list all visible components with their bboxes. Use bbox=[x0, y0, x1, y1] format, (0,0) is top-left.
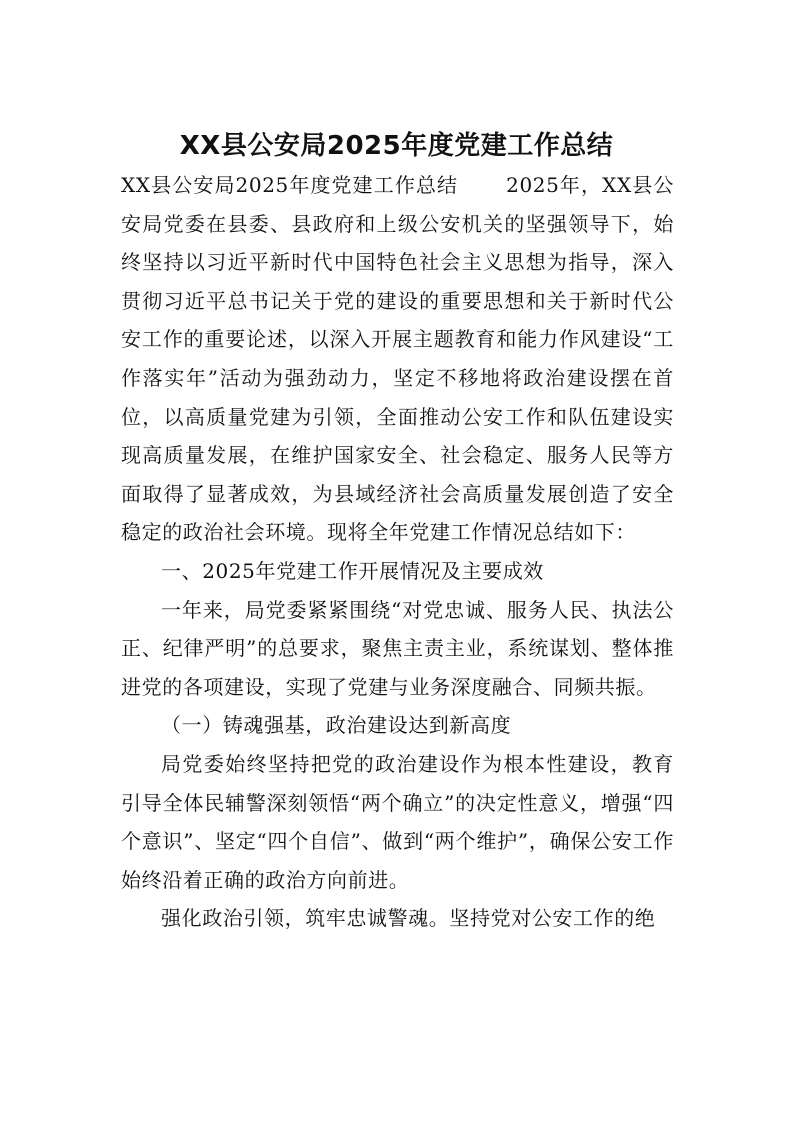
document-body bbox=[121, 166, 674, 938]
intro-paragraph bbox=[121, 166, 674, 552]
document-title: XX县公安局2025年度党建工作总结 bbox=[179, 131, 614, 161]
intro-title-repeat: XX县公安局2025年度党建工作总结 bbox=[121, 173, 459, 197]
subsection-1-point-1: 强化政治引领，筑牢忠诚警魂。坚持党对公安工作的绝 bbox=[161, 906, 656, 931]
section-heading-1: 一、2025年党建工作开展情况及主要成效 bbox=[161, 558, 544, 583]
subsection-heading-1: （一）铸魂强基，政治建设达到新高度 bbox=[161, 713, 512, 738]
intro-text: 2025年，XX县公安局党委在县委、县政府和上级公安机关的坚强领导下，始终坚持以习近平新时代中国特色社会主义思想为指导，深入贯彻习近平总书记关于党的建设的重要思想和关于新时代公安工作的重要论述，以深入开展主题教育和能力作风建设“工作落实年”活动为强劲动力，坚定不移地将政治建设摆在首位，以高质量党建为引领，全面推动公安工作和队伍建设实现高质量发展，在维护国家安全、社会稳定、服务人民等方面取得了显著成效，为县域经济社会高质量发展创造了安全稳定的政治社会环境。现将全年党建工作情况总结如下： bbox=[121, 173, 674, 545]
subsection-1-paragraph: 局党委始终坚持把党的政治建设作为根本性建设，教育引导全体民辅警深刻领悟“两个确立”的决定性意义，增强“四个意识”、坚定“四个自信”、做到“两个维护”，确保公安工作始终沿着正确的政治方向前进。 bbox=[121, 751, 674, 892]
section-1-paragraph: 一年来，局党委紧紧围绕“对党忠诚、服务人民、执法公正、纪律严明”的总要求，聚焦主责主业，系统谋划、整体推进党的各项建设，实现了党建与业务深度融合、同频共振。 bbox=[121, 597, 674, 699]
